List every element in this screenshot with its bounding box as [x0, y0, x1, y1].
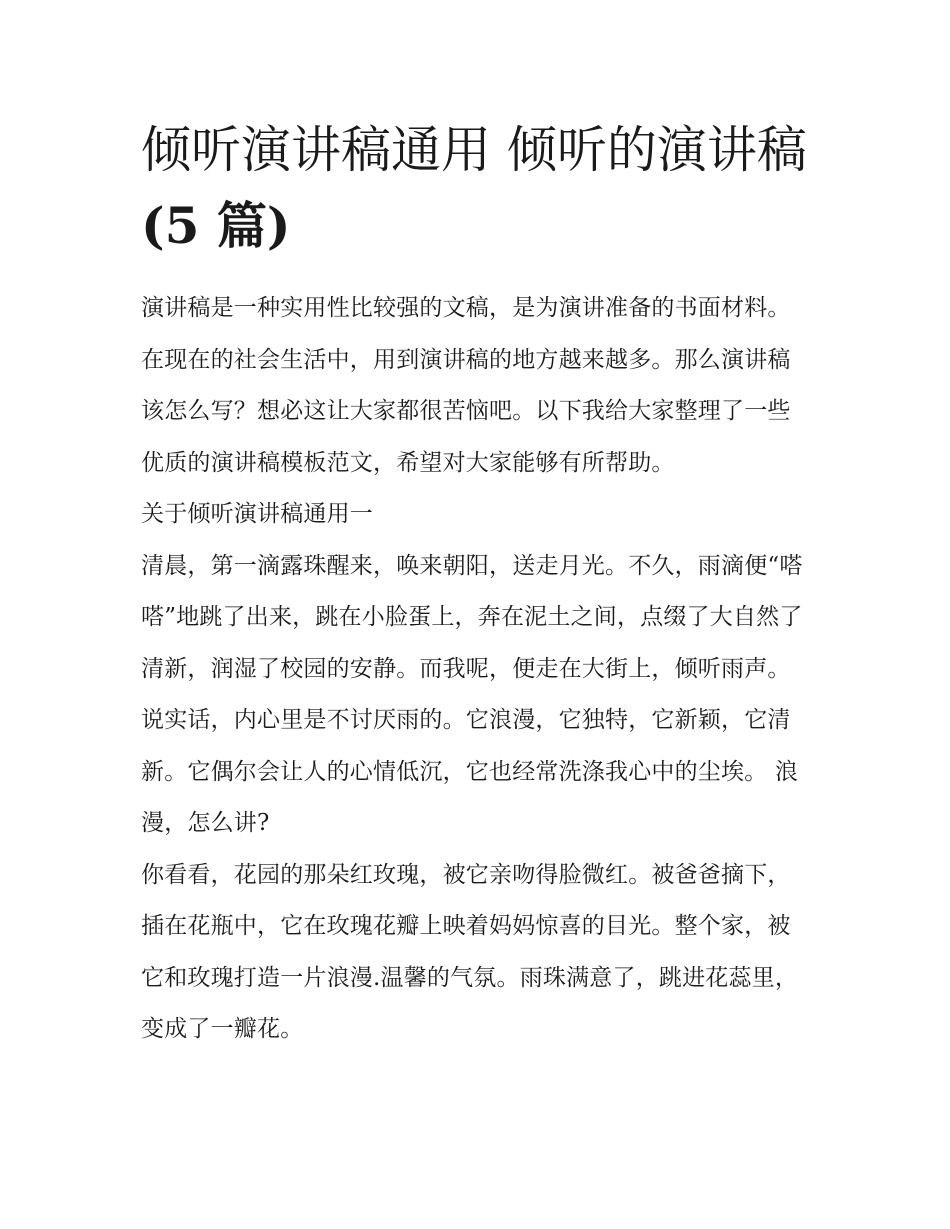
paragraph-rose: 你看看，花园的那朵红玫瑰，被它亲吻得脸微红。被爸爸摘下，插在花瓶中，它在玫瑰花瓣上映着妈妈惊喜的目光。整个家，被它和玫瑰打造一片浪漫.温馨的气氛。雨珠满意了，跳进花蕊里，变成了一瓣花。	[141, 861, 799, 1042]
title-line-1: 倾听演讲稿通用 倾听的演讲稿	[141, 121, 807, 179]
document-title	[141, 112, 813, 264]
paragraph-morning-rain: 清晨，第一滴露珠醒来，唤来朝阳，送走月光。不久，雨滴便“嗒嗒”地跳了出来，跳在小脸蛋上，奔在泥土之间，点缀了大自然了清新，润湿了校园的安静。而我呢，便走在大街上，倾听雨声。	[141, 552, 803, 682]
document-content	[141, 112, 813, 1056]
paragraph-intro: 演讲稿是一种实用性比较强的文稿，是为演讲准备的书面材料。在现在的社会生活中，用到演讲稿的地方越来越多。那么演讲稿该怎么写？想必这让大家都很苦恼吧。以下我给大家整理了一些优质的演讲稿模板范文，希望对大家能够有所帮助。	[141, 295, 791, 476]
section-heading: 关于倾听演讲稿通用一	[141, 501, 373, 527]
paragraph-like-rain: 说实话，内心里是不讨厌雨的。它浪漫，它独特，它新颖，它清新。它偶尔会让人的心情低沉，它也经常洗涤我心中的尘埃。 浪漫，怎么讲?	[141, 707, 799, 836]
title-line-2: (5 篇)	[141, 196, 291, 255]
